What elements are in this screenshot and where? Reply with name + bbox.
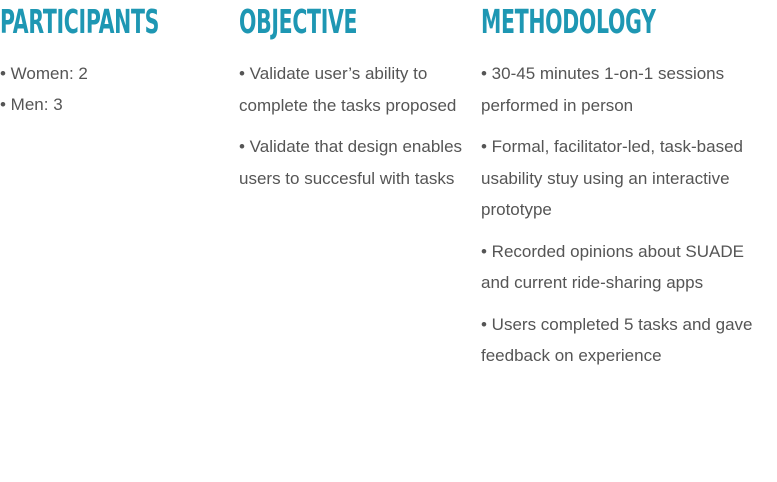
participants-list [0,58,230,120]
objective-list [239,58,469,194]
participants-heading: PARTICIPANTS [0,2,160,41]
list-item: • Validate user’s ability to complete the tasks proposed [239,64,457,115]
list-item: • Validate that design enables users to succesful with tasks [239,137,463,188]
methodology-section [481,0,777,372]
objective-section [239,0,469,194]
list-item: • Men: 3 [0,95,63,114]
list-item: • Users completed 5 tasks and gave feedback on experience [481,314,753,365]
list-item: • 30-45 minutes 1-on-1 sessions performed in person [481,64,725,115]
objective-heading: OBJECTIVE [239,2,358,41]
list-item: • Formal, facilitator-led, task-based usability stuy using an interactive prototype [481,137,743,219]
list-item: • Women: 2 [0,64,88,83]
methodology-list [481,58,777,372]
methodology-heading: METHODOLOGY [481,2,656,41]
list-item: • Recorded opinions about SUADE and current ride-sharing apps [481,241,744,292]
participants-section [0,0,230,120]
